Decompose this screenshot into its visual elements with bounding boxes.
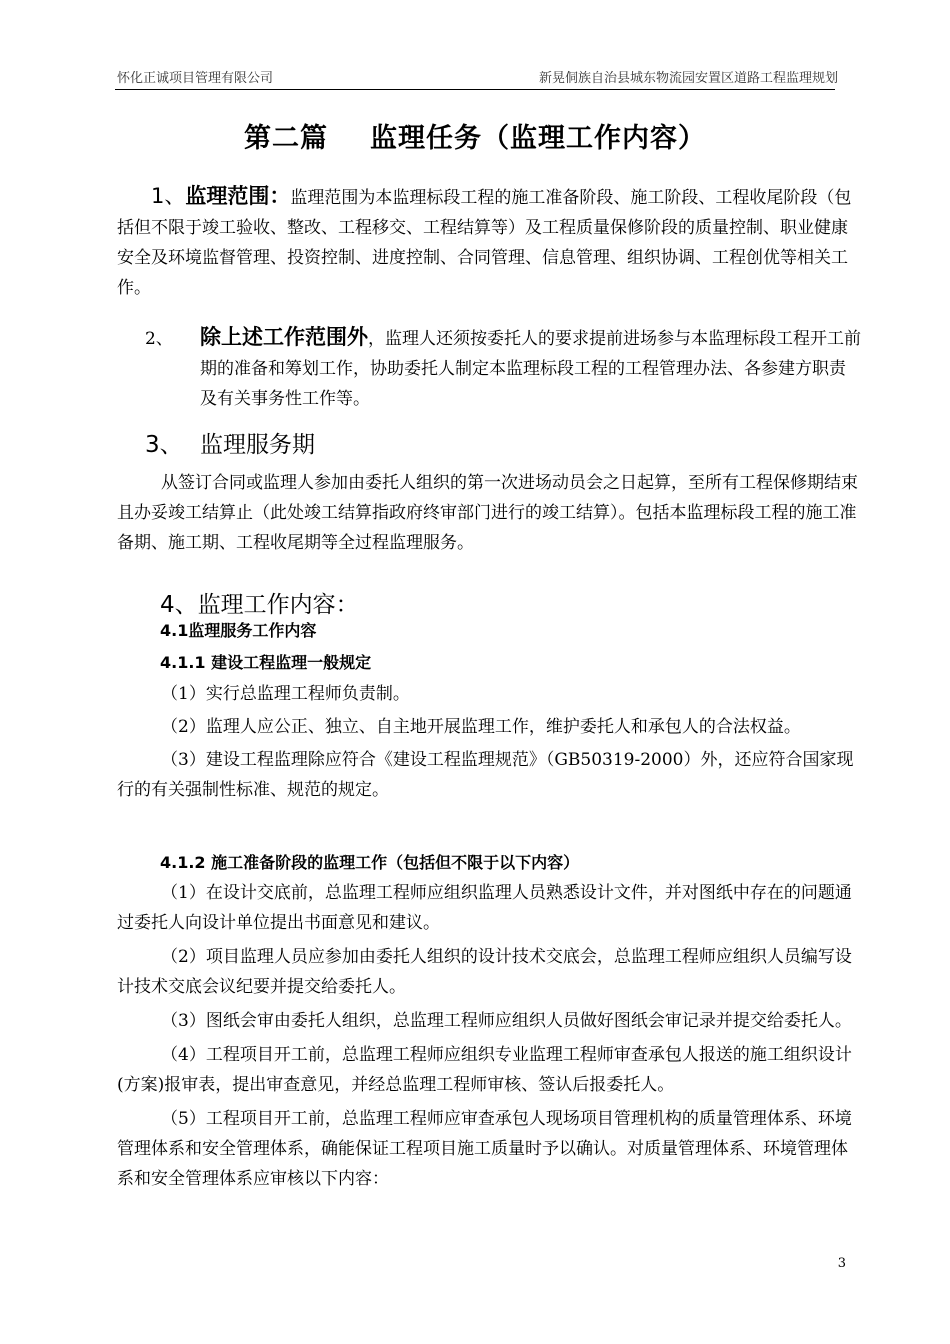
list-item: （4）工程项目开工前，总监理工程师应组织专业监理工程师审查承包人报送的施工组织设计(方案)报审表，提出审查意见，并经总监理工程师审核、签认后报委托人。 xyxy=(117,1045,852,1095)
list-item: （1）实行总监理工程师负责制。 xyxy=(161,684,410,704)
section-content-heading: 4、监理工作内容： xyxy=(160,592,359,618)
list-item: （2）监理人应公正、独立、自主地开展监理工作，维护委托人和承包人的合法权益。 xyxy=(161,717,801,737)
list-item: （5）工程项目开工前，总监理工程师应审查承包人现场项目管理机构的质量管理体系、环境管理体系和安全管理体系，确能保证工程项目施工质量时予以确认。对质量管理体系、环境管理体系和安全管理体系应审核以下内容： xyxy=(117,1109,852,1189)
section-scope-body: 监理范围为本监理标段工程的施工准备阶段、施工阶段、工程收尾阶段（包括但不限于竣工验收、整改、工程移交、工程结算等）及工程质量保修阶段的质量控制、职业健康安全及环境监督管理、投资控制、进度控制、合同管理、信息管理、组织协调、工程创优等相关工作。 xyxy=(117,188,852,298)
subsection-4-1: 4.1监理服务工作内容 xyxy=(160,621,317,640)
list-item: （1）在设计交底前，总监理工程师应组织监理人员熟悉设计文件，并对图纸中存在的问题通过委托人向设计单位提出书面意见和建议。 xyxy=(117,883,852,933)
section-extra-heading: 除上述工作范围外 xyxy=(200,325,368,349)
header-company: 怀化正诚项目管理有限公司 xyxy=(117,71,274,86)
items-4-1-2 xyxy=(117,878,862,1194)
list-item: （3）图纸会审由委托人组织，总监理工程师应组织人员做好图纸会审记录并提交给委托人。 xyxy=(161,1011,852,1031)
title-part: 第二篇 xyxy=(244,123,328,154)
section-period-body: 从签订合同或监理人参加由委托人组织的第一次进场动员会之日起算，至所有工程保修期结束且办妥竣工结算止（此处竣工结算指政府终审部门进行的竣工结算）。包括本监理标段工程的施工准备期、施工期、工程收尾期等全过程监理服务。 xyxy=(117,473,858,553)
section-scope-number: 1、 xyxy=(151,184,186,208)
list-item: （2）项目监理人员应参加由委托人组织的设计技术交底会，总监理工程师应组织人员编写设计技术交底会议纪要并提交给委托人。 xyxy=(117,947,852,997)
section-scope-heading: 监理范围： xyxy=(185,184,291,208)
page-title xyxy=(0,116,950,155)
subsection-4-1-2: 4.1.2 施工准备阶段的监理工作（包括但不限于以下内容） xyxy=(160,853,580,872)
subsection-4-1-1: 4.1.1 建设工程监理一般规定 xyxy=(160,653,372,672)
section-extra-body: ，监理人还须按委托人的要求提前进场参与本监理标段工程开工前期的准备和筹划工作，协助委托人制定本监理标段工程的工程管理办法、各参建方职责及有关事务性工作等。 xyxy=(200,329,861,409)
section-extra xyxy=(200,322,862,414)
section-scope xyxy=(117,181,862,303)
list-item: （3）建设工程监理除应符合《建设工程监理规范》（GB50319-2000）外，还应符合国家现行的有关强制性标准、规范的规定。 xyxy=(117,750,854,800)
section-period-heading: 监理服务期 xyxy=(200,432,315,458)
page-number: 3 xyxy=(837,1256,846,1271)
items-4-1-1 xyxy=(117,679,862,805)
section-period-number: 3、 xyxy=(145,432,183,458)
header-divider xyxy=(115,89,835,90)
header-project-title: 新晃侗族自治县城东物流园安置区道路工程监理规划 xyxy=(538,71,838,86)
section-extra-number: 2、 xyxy=(145,329,173,349)
title-name: 监理任务（监理工作内容） xyxy=(370,123,706,154)
